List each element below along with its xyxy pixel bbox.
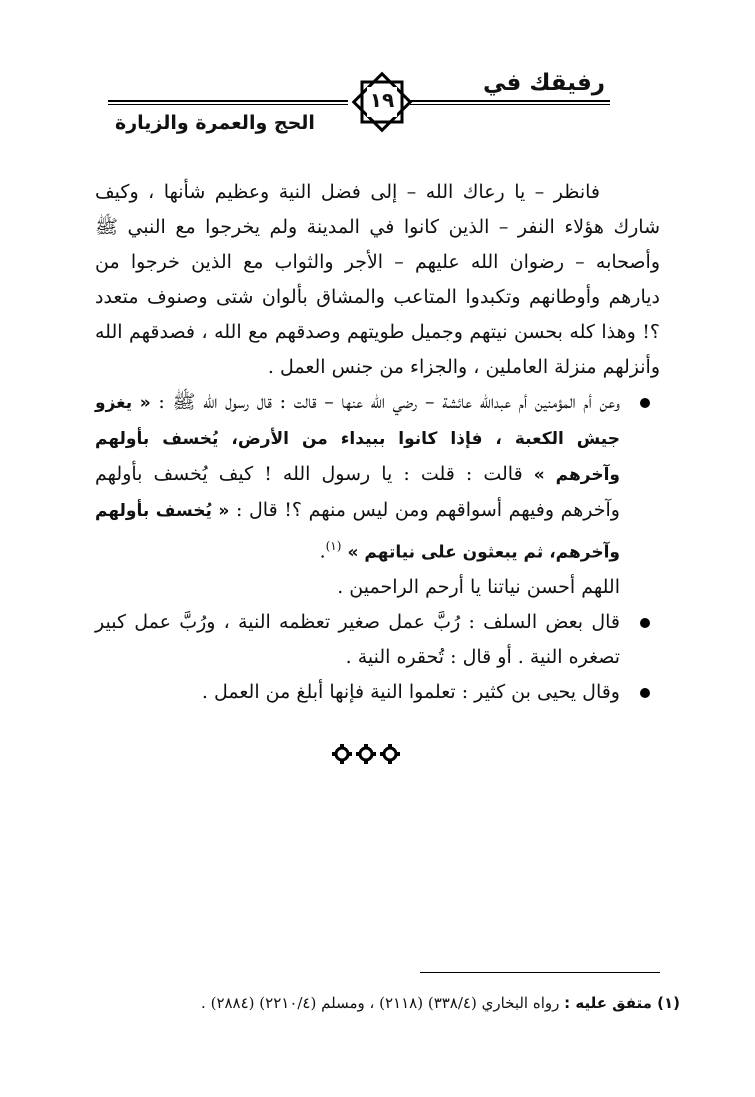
footnote-divider (420, 972, 660, 973)
footnote-text: رواه البخاري (٣٣٨/٤) (٢١١٨) ، ومسلم (٢٢١٠/٤) (٢٨٨٤) . (201, 994, 565, 1012)
paragraph-intention: فانظر – يا رعاك الله – إلى فضل النية وعظيم شأنها ، وكيف شارك هؤلاء النفر – الذين كانوا في المدينة ولم يخرجوا مع النبي ﷺ وأصحابه – رضوان الله عليهم – الأجر والثواب مع الذين خرجوا من ديارهم وأوطانهم وتكبدوا المتاعب والمشاق بألوان شتى وصنوف متعدد ؟! وهذا كله بحسن نيتهم وجميل طويتهم وصدقهم مع الله ، فصدقهم الله وأنزلهم منزلة العاملين ، والجزاء من جنس العمل . (95, 181, 660, 378)
header-rule-right-thin (410, 104, 610, 105)
hadith-paragraph: وعن أم المؤمنين أم عبدالله عائشة – رضي الله عنها – قالت : قال رسول الله ﷺ : « يغزو جيش الكعبة ، فإذا كانوا ببيداء من الأرض، يُخسف بأولهم وآخرهم » قالت : قلت : يا رسول الله ! كيف يُخسف بأولهم وآخرهم وفيهم أسواقهم ومن ليس منهم ؟! قال : « يُخسف بأولهم وآخرهم، ثم يبعثون على نياتهم » $^{(١)}$. (95, 385, 660, 570)
running-title-sub: الحج والعمرة والزيارة (115, 112, 315, 134)
footnote-marker: (١) (325, 539, 342, 553)
hadith-intro: وعن أم المؤمنين أم عبدالله عائشة – رضي الله عنها – قالت : قال رسول الله ﷺ : (150, 391, 620, 413)
bullet-icon (640, 398, 650, 408)
bullet-icon (640, 688, 650, 698)
footnote-label: (١) متفق عليه : (564, 994, 680, 1012)
prayer-line: اللهم أحسن نياتنا يا أرحم الراحمين . (337, 576, 620, 599)
header-rule-left (108, 100, 348, 102)
hadith-quote-2: « يُخسف بأولهم وآخرهم، ثم يبعثون على نياتهم » (95, 501, 620, 563)
header-rule-right (410, 100, 610, 102)
header-rule-left-thin (108, 104, 348, 105)
yahya-saying (95, 675, 660, 710)
salaf-saying-text: قال بعض السلف : رُبَّ عمل صغير تعظمه النية ، ورُبَّ عمل كبير تصغره النية . أو قال : تُحقره النية . (95, 611, 620, 669)
running-title-top: رفيقك في (483, 70, 605, 96)
yahya-saying-text: وقال يحيى بن كثير : تعلموا النية فإنها أبلغ من العمل . (201, 681, 620, 704)
page-body (95, 175, 660, 710)
footnote (80, 994, 680, 1012)
hadith-quote-1: « يغزو جيش الكعبة ، فإذا كانوا ببيداء من الأرض، يُخسف بأولهم وآخرهم » (95, 393, 620, 485)
hadith-middle: قالت : قلت : يا رسول الله ! كيف يُخسف بأولهم وآخرهم وفيهم أسواقهم ومن ليس منهم ؟! قال : (95, 463, 620, 521)
salaf-saying (95, 605, 660, 675)
flower-ornament-icon (330, 742, 402, 766)
bullet-icon (640, 618, 650, 628)
page-number: ١٩ (369, 88, 395, 112)
